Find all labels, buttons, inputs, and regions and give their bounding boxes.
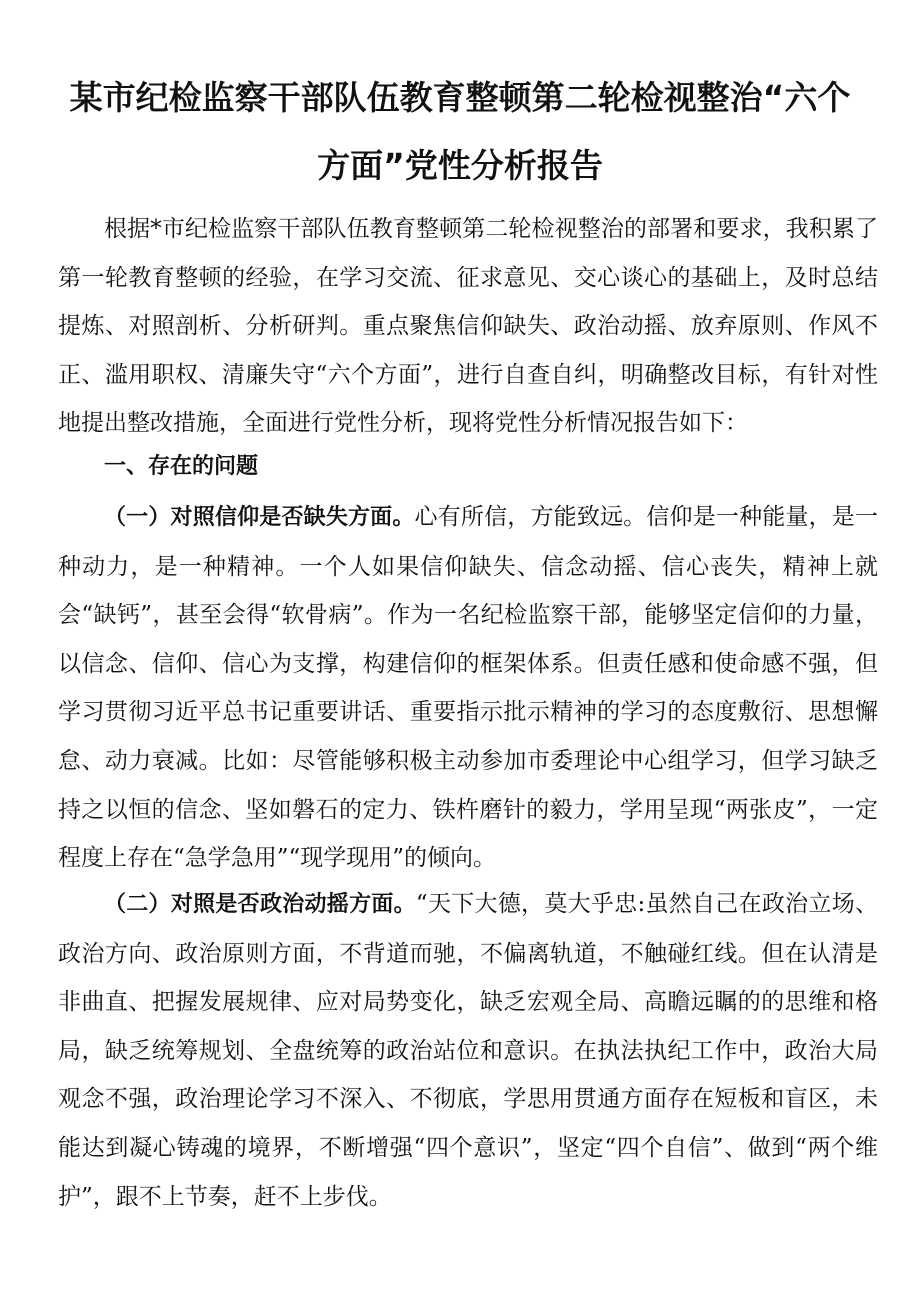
document-title-line2: 方面”党性分析报告 [317, 146, 603, 185]
section1-heading: 一、存在的问题 [104, 454, 259, 479]
item2-lead: （二）对照是否政治动摇方面。 [104, 892, 416, 917]
item2-paragraph [58, 880, 878, 1221]
section-heading-problems [58, 443, 878, 492]
intro-paragraph [58, 205, 878, 448]
item2-text: “天下大德，莫大乎忠:虽然自己在政治立场、政治方向、政治原则方面，不背道而驰，不偏离轨道，不触碰红线。但在认清是非曲直、把握发展规律、应对局势变化，缺乏宏观全局、高瞻远瞩的的思维和格局，缺乏统筹规划、全盘统筹的政治站位和意识。在执法执纪工作中，政治大局观念不强，政治理论学习不深入、不彻底，学思用贯通方面存在短板和盲区，未能达到凝心铸魂的境界，不断增强“四个意识”，坚定“四个自信”、做到“两个维护”，跟不上节奏，赶不上步伐。 [58, 891, 878, 1210]
item1-paragraph [58, 493, 878, 883]
document-title-line1: 某市纪检监察干部队伍教育整顿第二轮检视整治“六个 [69, 78, 851, 117]
intro-text: 根据*市纪检监察干部队伍教育整顿第二轮检视整治的部署和要求，我积累了第一轮教育整顿的经验，在学习交流、征求意见、交心谈心的基础上，及时总结提炼、对照剖析、分析研判。重点聚焦信仰缺失、政治动摇、放弃原则、作风不正、滥用职权、清廉失守“六个方面”，进行自查自纠，明确整改目标，有针对性地提出整改措施，全面进行党性分析，现将党性分析情况报告如下： [58, 216, 878, 437]
item1-lead: （一）对照信仰是否缺失方面。 [104, 505, 415, 530]
item1-text: 心有所信，方能致远。信仰是一种能量，是一种动力，是一种精神。一个人如果信仰缺失、信念动摇、信心丧失，精神上就会“缺钙”，甚至会得“软骨病”。作为一名纪检监察干部，能够坚定信仰的力量，以信念、信仰、信心为支撑，构建信仰的框架体系。但责任感和使命感不强，但学习贯彻习近平总书记重要讲话、重要指示批示精神的学习的态度敷衍、思想懈怠、动力衰减。比如：尽管能够积极主动参加市委理论中心组学习，但学习缺乏持之以恒的信念、坚如磐石的定力、铁杵磨针的毅力，学用呈现“两张皮”，一定程度上存在“急学急用”“现学现用”的倾向。 [58, 504, 878, 872]
